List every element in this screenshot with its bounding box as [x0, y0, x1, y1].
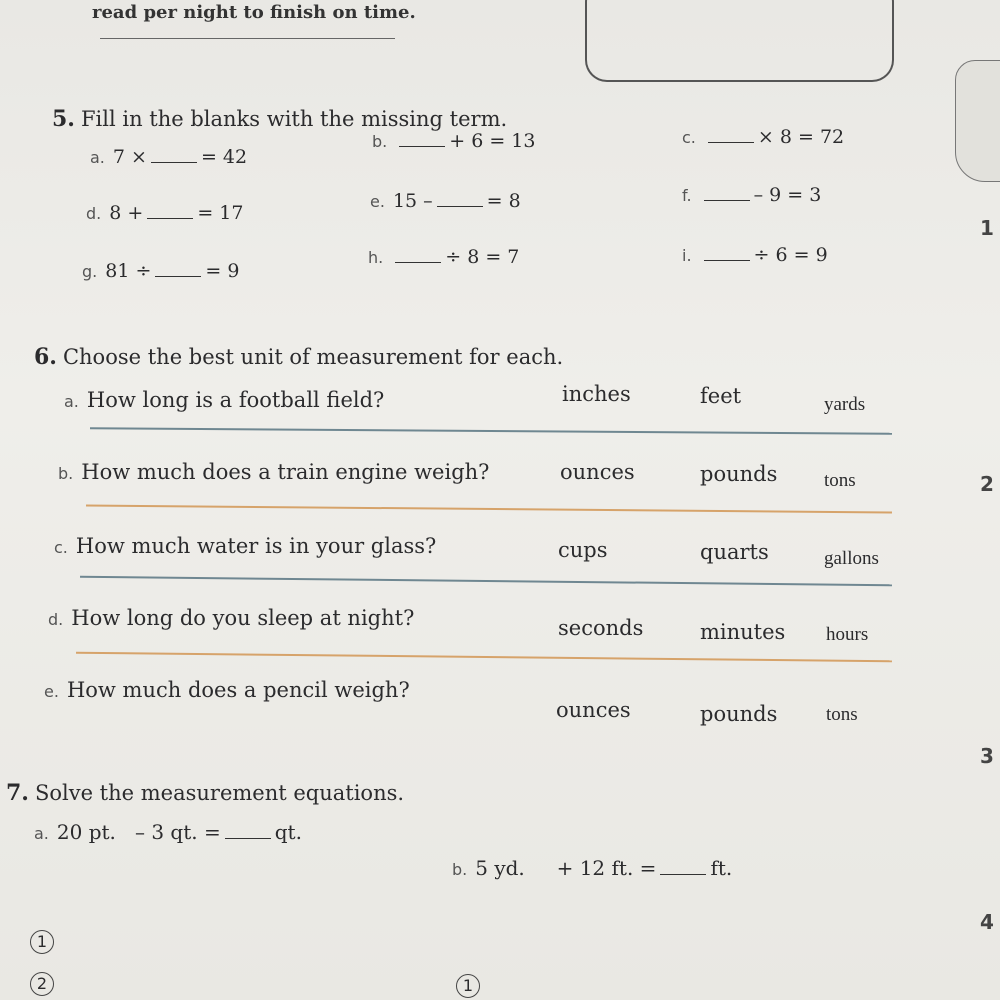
- q5-heading: [52, 106, 507, 132]
- q5-item-label: h.: [368, 248, 384, 267]
- answer-line[interactable]: [76, 652, 892, 663]
- q6-question-d: d. How long do you sleep at night?: [48, 606, 415, 630]
- q7-title: Solve the measurement equations.: [34, 781, 405, 805]
- side-number: 2: [980, 472, 994, 496]
- q7-equation-a: a. 20 pt. – 3 qt. = qt.: [34, 820, 302, 844]
- unit-option[interactable]: feet: [700, 384, 742, 408]
- answer-blank[interactable]: [437, 192, 483, 207]
- unit-option[interactable]: tons: [826, 704, 858, 725]
- answer-blank[interactable]: [151, 148, 197, 163]
- q7-number: 7.: [6, 780, 29, 806]
- side-number: 3: [980, 744, 994, 768]
- answer-line[interactable]: [80, 576, 892, 587]
- q5-item-label: c.: [682, 128, 696, 147]
- answer-blank[interactable]: [155, 262, 201, 277]
- unit-option[interactable]: ounces: [560, 460, 635, 484]
- q5-item-b: b. + 6 = 13: [372, 130, 536, 152]
- q7-equation-b: b. 5 yd. + 12 ft. = ft.: [452, 856, 733, 880]
- q5-item-label: a.: [90, 148, 105, 167]
- q5-item-d: d. 8 + = 17: [86, 202, 244, 224]
- answer-line[interactable]: [90, 427, 892, 435]
- top-answer-box: [585, 0, 894, 82]
- unit-option[interactable]: yards: [824, 394, 866, 415]
- q5-item-label: b.: [372, 132, 388, 151]
- side-number: 1: [980, 216, 994, 240]
- q6-question-a: a. How long is a football field?: [64, 388, 385, 412]
- q5-item-e: e. 15 – = 8: [370, 190, 521, 212]
- q6-question-e: e. How much does a pencil weigh?: [44, 678, 410, 702]
- q5-item-label: i.: [682, 246, 692, 265]
- answer-blank[interactable]: [395, 248, 441, 263]
- q7-heading: [6, 780, 404, 806]
- q5-item-c: c. × 8 = 72: [682, 126, 845, 148]
- unit-option[interactable]: hours: [826, 624, 869, 645]
- answer-blank[interactable]: [660, 860, 706, 875]
- q6-question-b: b. How much does a train engine weigh?: [58, 460, 490, 484]
- answer-line[interactable]: [86, 504, 892, 513]
- unit-option[interactable]: minutes: [700, 620, 786, 644]
- unit-option[interactable]: seconds: [558, 616, 644, 640]
- q5-item-label: e.: [370, 192, 385, 211]
- q5-item-a: a. 7 × = 42: [90, 146, 248, 168]
- q5-item-label: f.: [682, 186, 692, 205]
- top-answer-line: [100, 38, 395, 39]
- unit-option[interactable]: tons: [824, 470, 856, 491]
- unit-option[interactable]: ounces: [556, 698, 631, 722]
- q5-item-h: h. ÷ 8 = 7: [368, 246, 520, 268]
- q5-item-f: f. – 9 = 3: [682, 184, 822, 206]
- top-fragment-text: read per night to finish on time.: [92, 2, 416, 23]
- unit-option[interactable]: cups: [558, 538, 608, 562]
- q5-item-label: d.: [86, 204, 102, 223]
- step-circle-2: 2: [30, 972, 54, 996]
- answer-blank[interactable]: [399, 132, 445, 147]
- q5-title: Fill in the blanks with the missing term.: [80, 107, 508, 131]
- q6-question-c: c. How much water is in your glass?: [54, 534, 437, 558]
- answer-blank[interactable]: [708, 128, 754, 143]
- answer-blank[interactable]: [704, 186, 750, 201]
- unit-option[interactable]: quarts: [700, 540, 769, 564]
- unit-option[interactable]: pounds: [700, 702, 778, 726]
- q5-item-g: g. 81 ÷ = 9: [82, 260, 240, 282]
- answer-blank[interactable]: [704, 246, 750, 261]
- answer-blank[interactable]: [225, 824, 271, 839]
- q5-item-i: i. ÷ 6 = 9: [682, 244, 828, 266]
- q6-number: 6.: [34, 344, 57, 370]
- unit-option[interactable]: pounds: [700, 462, 778, 486]
- q5-number: 5.: [52, 106, 75, 132]
- q6-heading: [34, 344, 563, 370]
- side-tab: [955, 60, 1000, 182]
- step-circle-b1: 1: [456, 974, 480, 998]
- q6-title: Choose the best unit of measurement for each.: [62, 345, 564, 369]
- unit-option[interactable]: gallons: [824, 548, 879, 569]
- answer-blank[interactable]: [147, 204, 193, 219]
- unit-option[interactable]: inches: [562, 382, 631, 406]
- side-number: 4: [980, 910, 994, 934]
- step-circle-1: 1: [30, 930, 54, 954]
- q5-item-label: g.: [82, 262, 98, 281]
